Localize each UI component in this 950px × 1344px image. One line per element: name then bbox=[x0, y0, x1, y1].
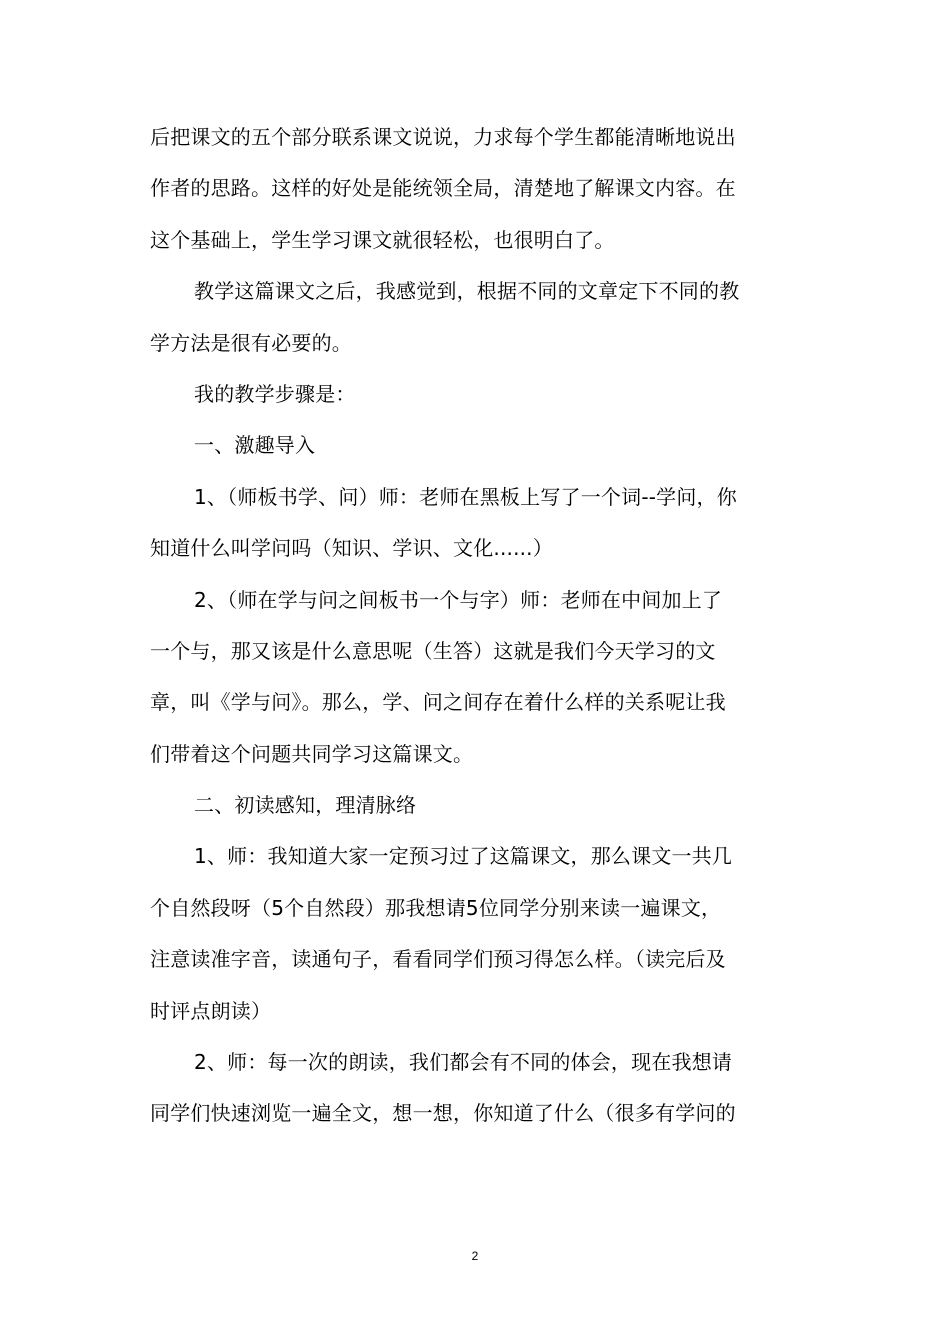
text-line: 后把课文的五个部分联系课文说说，力求每个学生都能清晰地说出 bbox=[150, 125, 736, 149]
paragraph-first-line: 2、（师在学与问之间板书一个与字）师：老师在中间加上了 bbox=[194, 587, 723, 612]
section-heading: 一、激趣导入 bbox=[194, 433, 316, 458]
text-line: 这个基础上，学生学习课文就很轻松，也很明白了。 bbox=[150, 227, 615, 252]
text-line: 们带着这个问题共同学习这篇课文。 bbox=[150, 741, 474, 766]
text-line: 知道什么叫学问吗（知识、学识、文化......） bbox=[150, 536, 553, 561]
text-line: 时评点朗读） bbox=[150, 998, 272, 1023]
text-line: 章，叫《学与问》。那么，学、问之间存在着什么样的关系呢让我 bbox=[150, 690, 726, 715]
text-line: 作者的思路。这样的好处是能统领全局，清楚地了解课文内容。在 bbox=[150, 176, 736, 201]
paragraph-first-line: 1、师：我知道大家一定预习过了这篇课文，那么课文一共几 bbox=[194, 844, 733, 869]
paragraph-first-line: 教学这篇课文之后，我感觉到，根据不同的文章定下不同的教 bbox=[194, 279, 740, 304]
text-line: 注意读准字音，读通句子，看看同学们预习得怎么样。（读完后及 bbox=[150, 947, 726, 972]
paragraph-first-line: 2、师：每一次的朗读，我们都会有不同的体会，现在我想请 bbox=[194, 1050, 733, 1075]
section-heading: 二、初读感知，理清脉络 bbox=[194, 793, 417, 818]
text-line: 一个与，那又该是什么意思呢（生答）这就是我们今天学习的文 bbox=[150, 638, 716, 663]
paragraph-first-line: 1、（师板书学、问）师：老师在黑板上写了一个词--学问，你 bbox=[194, 484, 737, 509]
text-line: 个自然段呀（5个自然段）那我想请5位同学分别来读一遍课文， bbox=[150, 895, 722, 920]
body-text bbox=[150, 112, 802, 1140]
text-line: 同学们快速浏览一遍全文，想一想，你知道了什么（很多有学问的 bbox=[150, 1101, 736, 1126]
text-line: 学方法是很有必要的。 bbox=[150, 330, 352, 355]
paragraph-first-line: 我的教学步骤是： bbox=[194, 381, 356, 406]
page-number: 2 bbox=[471, 1249, 479, 1263]
